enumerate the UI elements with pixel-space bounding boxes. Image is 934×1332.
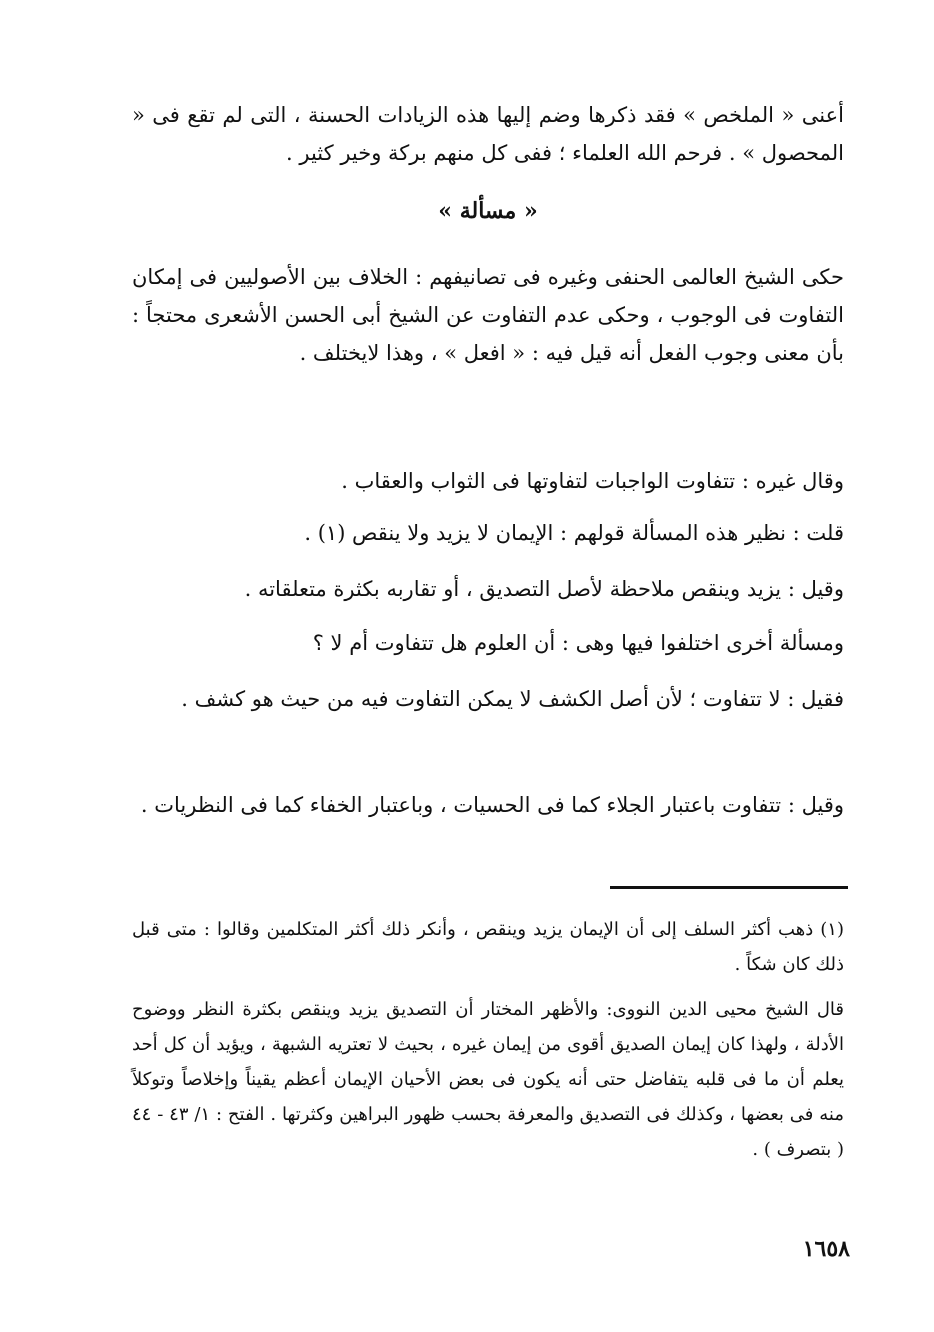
body-paragraph: فقيل : لا تتفاوت ؛ لأن أصل الكشف لا يمكن التفاوت فيه من حيث هو كشف . [181, 687, 844, 711]
body-paragraph: ومسألة أخرى اختلفوا فيها وهى : أن العلوم هل تتفاوت أم لا ؟ [312, 631, 844, 655]
footnote-separator [610, 886, 848, 889]
paragraph-5 [132, 624, 844, 662]
body-paragraph: وقيل : تتفاوت باعتبار الجلاء كما فى الحسيات ، وباعتبار الخفاء كما فى النظريات . [140, 793, 844, 817]
paragraph-4 [132, 570, 844, 608]
body-paragraph: وقيل : يزيد وينقص ملاحظة لأصل التصديق ، أو تقاربه بكثرة متعلقاته . [244, 577, 844, 601]
section-heading: « مسألة » [438, 198, 538, 224]
body-paragraph: حكى الشيخ العالمى الحنفى وغيره فى تصانيفهم : الخلاف بين الأصوليين فى إمكان التفاوت فى الوجوب ، وحكى عدم التفاوت عن الشيخ أبى الحسن الأشعرى محتجاً : بأن معنى وجوب الفعل أنه قيل فيه : « افعل » ، وهذا لايختلف . [132, 265, 844, 365]
footnote-text: قال الشيخ محيى الدين النووى: والأظهر المختار أن التصديق يزيد وينقص بكثرة النظر ووضوح الأدلة ، ولهذا كان إيمان الصديق أقوى من إيمان غيره ، بحيث لا تعتريه الشبهة ، ويؤيد أن كل أحد يعلم أن ما فى قلبه يتفاضل حتى أنه يكون فى بعض الأحيان الإيمان أعظم يقيناً وإخلاصاً وتوكلاً منه فى بعضها ، وكذلك فى التصديق والمعرفة بحسب ظهور البراهين وكثرتها . الفتح : ١/ ٤٣ - ٤٤ ( بتصرف ) . [132, 999, 844, 1160]
paragraph-2 [132, 462, 844, 500]
footnote-text: (١) ذهب أكثر السلف إلى أن الإيمان يزيد وينقص ، وأنكر ذلك أكثر المتكلمين وقالوا : متى قبل ذلك كان شكاً . [132, 919, 844, 975]
body-paragraph: وقال غيره : تتفاوت الواجبات لتفاوتها فى الثواب والعقاب . [341, 469, 844, 493]
paragraph-7 [132, 786, 844, 824]
body-paragraph: قلت : نظير هذه المسألة قولهم : الإيمان لا يزيد ولا ينقص (١) . [304, 521, 844, 545]
paragraph-1 [132, 258, 844, 372]
paragraph-6 [132, 680, 844, 718]
top-text-block [132, 96, 844, 172]
footnote-1 [132, 912, 844, 982]
paragraph-3 [132, 514, 844, 552]
top-paragraph: أعنى « الملخص » فقد ذكرها وضم إليها هذه الزيادات الحسنة ، التى لم تقع فى « المحصول » . فرحم الله العلماء ؛ ففى كل منهم بركة وخير كثير . [132, 103, 844, 165]
footnote-2 [132, 992, 844, 1167]
page-number: ١٦٥٨ [802, 1236, 850, 1262]
